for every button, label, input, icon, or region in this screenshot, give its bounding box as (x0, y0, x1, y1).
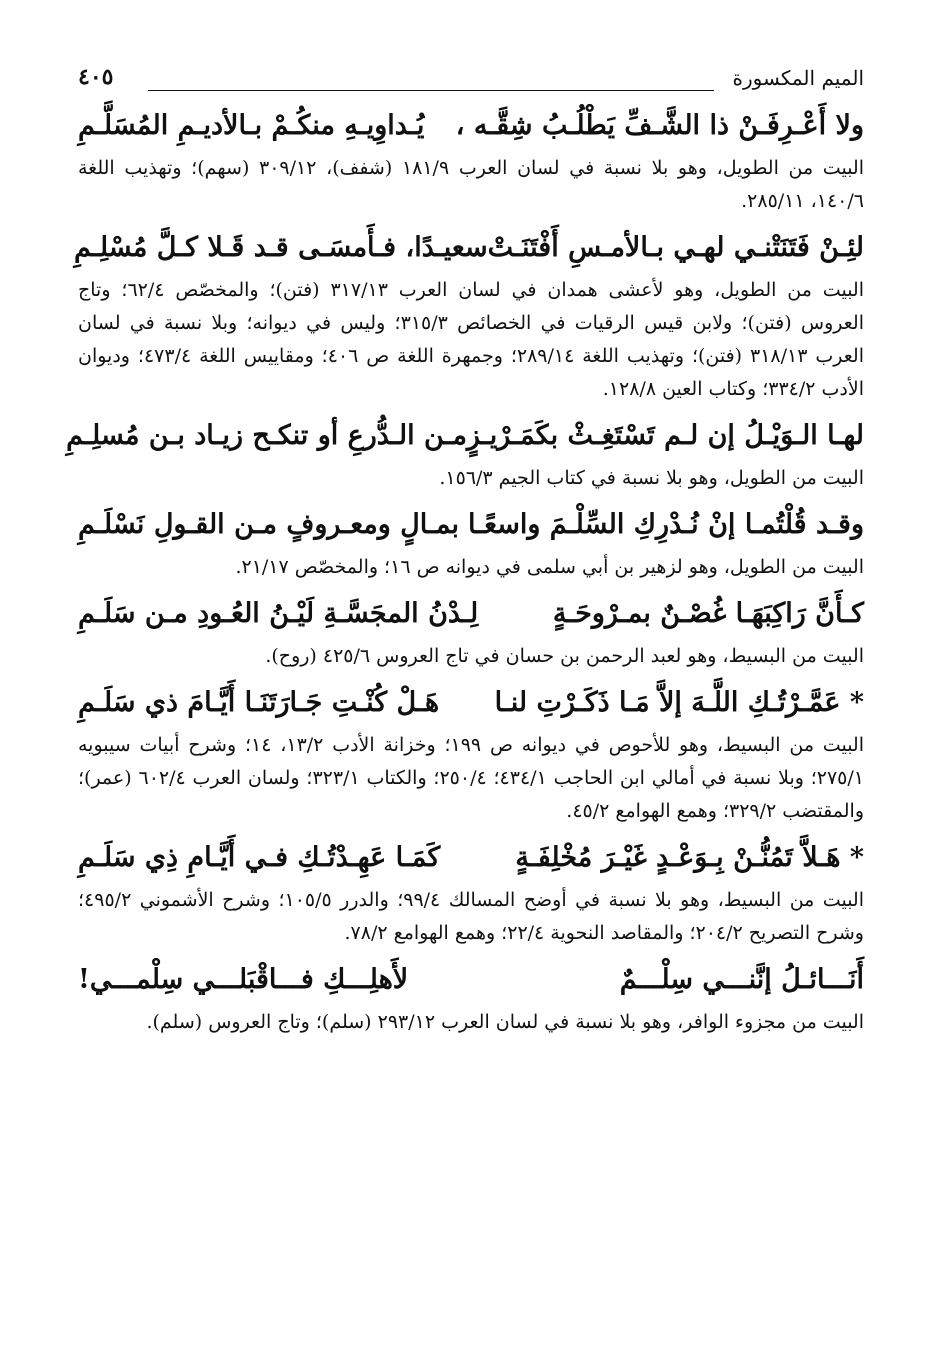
verse-line (73, 222, 864, 274)
verse-entry (78, 954, 864, 1039)
verse-entry (78, 100, 864, 218)
verse-source-note: البيت من مجزوء الوافر، وهو بلا نسبة في لسان العرب ٢٩٣/١٢ (سلم)؛ وتاج العروس (سلم). (146, 1011, 864, 1033)
page (66, 62, 865, 1039)
first-hemistich: * عَمَّـرْتُـكِ اللَّـهَ إلاَّ مَـا ذَكَـرْتِ لنـا (494, 687, 864, 718)
verse-source-note: البيت من البسيط، وهو بلا نسبة في أوضح المسالك ٩٩/٤؛ والدرر ١٠٥/٥؛ وشرح الأشموني ٤٩٥/٢؛ وشرح التصريح ٢٠٤/٢؛ والمقاصد النحوية ٢٢/٤؛ وهمع الهوامع ٧٨/٢. (78, 889, 864, 944)
entries (66, 100, 865, 1039)
verse-line (78, 954, 864, 1006)
first-hemistich: * هَـلاَّ تَمُنُّـنْ بِـوَعْـدٍ غَيْـرَ مُخْلِفَـةٍ (515, 842, 864, 873)
second-hemistich: سعيـدًا، فـأَمسَـى قـد قَـلا كـلَّ مُسْلِـمِ (73, 232, 488, 263)
first-hemistich: أَنَـــائـلُ إنَّنـــي سِلْـــمٌ (619, 964, 864, 995)
page-number: ٤٠٥ (78, 64, 114, 90)
verse-source-note: البيت من الطويل، وهو بلا نسبة في كتاب الجيم ١٥٦/٣. (439, 467, 864, 489)
verse-entry (78, 832, 864, 950)
verse-line (78, 499, 864, 551)
verse-source-note: البيت من الطويل، وهو لأعشى همدان في لسان العرب ٣١٧/١٣ (فتن)؛ والمخصّص ٦٢/٤؛ وتاج العروس (فتن)؛ ولابن قيس الرقيات في الخصائص ٣١٥/٣؛ وليس في ديوانه؛ وبلا نسبة في لسان العرب ٣١٨/١٣ (فتن)؛ وتهذيب اللغة ٢٨٩/١٤؛ وجمهرة اللغة ص ٤٠٦؛ ومقاييس اللغة ٤٧٣/٤؛ وديوان الأدب ٣٣٤/٢؛ وكتاب العين ١٢٨/٨. (78, 279, 865, 400)
second-hemistich: كَمَـا عَهِـدْتُـكِ فـي أَيَّـامِ ذِي سَلَـمِ (78, 842, 441, 873)
chapter-title: الميم المكسورة (732, 66, 864, 90)
verse-source-note: البيت من البسيط، وهو لعبد الرحمن بن حسان في تاج العروس ٤٢٥/٦ (روح). (265, 645, 864, 667)
first-hemistich: وقـد قُلْتُمـا إنْ نُـدْرِكِ السِّلْـمَ واسعًـا (468, 509, 864, 540)
verse-entry (78, 677, 864, 828)
verse-entry (66, 410, 864, 495)
page-header (78, 62, 864, 96)
second-hemistich: لِـدْنُ المجَسَّـةِ لَيْـنُ العُـودِ مـن سَلَـمِ (78, 598, 479, 629)
verse-entry (73, 222, 865, 406)
verse-line (66, 410, 864, 462)
verse-line (78, 100, 864, 152)
verse-source-note: البيت من الطويل، وهو لزهير بن أبي سلمى في ديوانه ص ١٦؛ والمخصّص ٢١/١٧. (235, 556, 864, 578)
first-hemistich: ولا أَعْـرِفَـنْ ذا الشَّـفِّ يَطْلُـبُ شِقَّـه ، (455, 110, 864, 141)
second-hemistich: مـن الـدُّرعِ أو تنكـح زيـاد بـن مُسلِـمِ (66, 420, 467, 451)
verse-line (78, 677, 864, 729)
first-hemistich: لهـا الـوَيْـلُ إن لـم تَسْتَغِـثْ بكَمَـرْيـزٍ (466, 420, 864, 451)
verse-line (78, 832, 864, 884)
second-hemistich: هَـلْ كُنْـتِ جَـارَتَنَـا أَيَّـامَ ذي سَلَـمِ (78, 687, 440, 718)
verse-source-note: البيت من البسيط، وهو للأحوص في ديوانه ص ١٩٩؛ وخزانة الأدب ١٣/٢، ١٤؛ وشرح أبيات سيبويه ٢٧٥/١؛ وبلا نسبة في أمالي ابن الحاجب ٤٣٤/١؛ ٢٥٠/٤؛ والكتاب ٣٢٣/١؛ ولسان العرب ٦٠٢/٤ (عمر)؛ والمقتضب ٣٢٩/٢؛ وهمع الهوامع ٤٥/٢. (78, 734, 865, 822)
second-hemistich: بمـالٍ ومعـروفٍ مـن القـولِ نَسْلَـمِ (78, 509, 460, 540)
second-hemistich: لأَهلِـــكِ فـــاقْبَلـــي سِلْمـــي! (78, 964, 409, 995)
verse-entry (78, 499, 864, 584)
verse-line (78, 588, 864, 640)
first-hemistich: كـأَنَّ رَاكِبَهَـا غُصْـنٌ بمـرْوحَـةٍ (552, 598, 864, 629)
verse-source-note: البيت من الطويل، وهو بلا نسبة في لسان العرب ١٨١/٩ (شفف)، ٣٠٩/١٢ (سهم)؛ وتهذيب اللغة ١٤٠/٦، ٢٨٥/١١. (78, 157, 865, 212)
header-rule (148, 90, 714, 91)
second-hemistich: يُـداوِيـهِ منكُـمْ بـالأديـمِ المُسَلَّـمِ (78, 110, 425, 141)
verse-entry (78, 588, 864, 673)
first-hemistich: لئِـنْ فَتَنَتْنـي لهـي بـالأمـسِ أَفْتَنَـتْ (487, 232, 864, 263)
